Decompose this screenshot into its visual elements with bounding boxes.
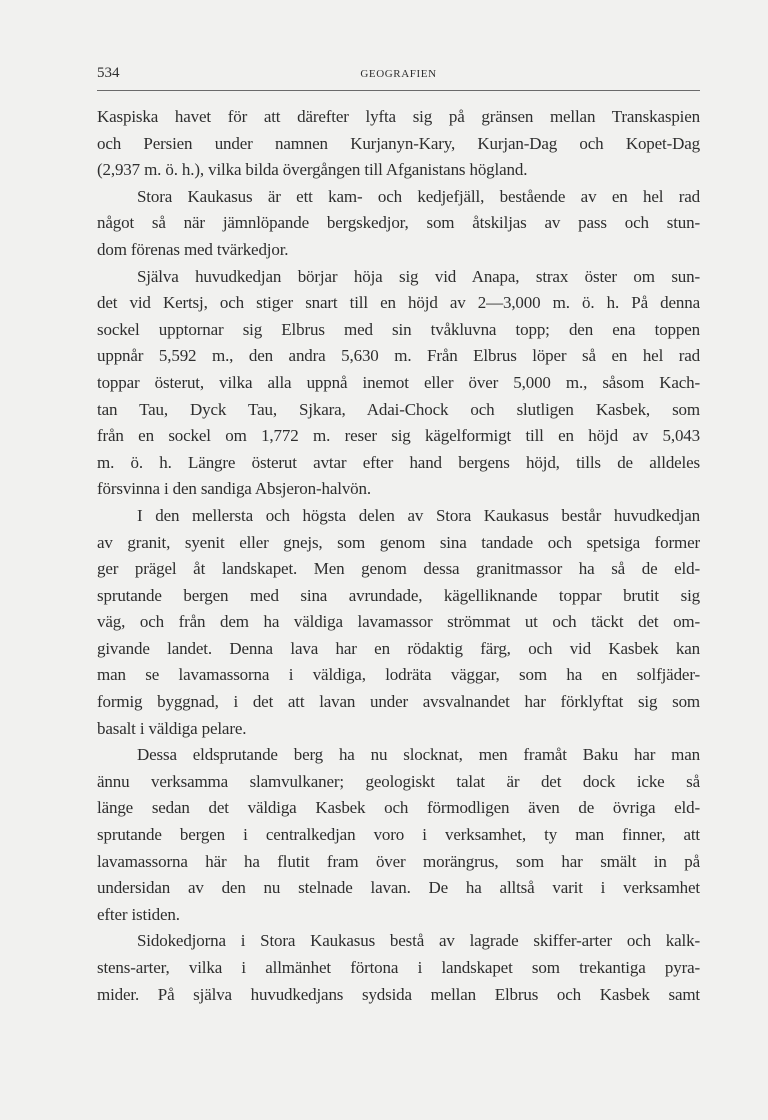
text-line: (2,937 m. ö. h.), vilka bilda övergången till Afganistans högland. [97,160,528,180]
text-line: mider. På själva huvudkedjans sydsida mellan Elbrus och Kasbek samt [97,984,700,1004]
text-line: något så när jämnlöpande bergskedjor, som åtskiljas av pass och stun- [97,213,700,233]
text-line: Själva huvudkedjan börjar höja sig vid Anapa, strax öster om sun- [137,266,700,286]
text-line: ger prägel åt landskapet. Men genom dessa granitmassor ha så de eld- [97,559,700,579]
text-line: tan Tau, Dyck Tau, Sjkara, Adai-Chock och slutligen Kasbek, som [97,399,700,419]
text-line: man se lavamassorna i väldiga, lodräta väggar, som ha en solfjäder- [97,665,700,685]
text-line: m. ö. h. Längre österut avtar efter hand bergens höjd, tills de alldeles [97,452,700,472]
text-line: undersidan av den nu stelnade lavan. De ha alltså varit i verksamhet [97,878,700,898]
text-line: givande landet. Denna lava har en rödaktig färg, och vid Kasbek kan [97,638,700,658]
text-line: sprutande bergen i centralkedjan voro i verksamhet, ty man finner, att [97,825,700,845]
text-line: väg, och från dem ha väldiga lavamassor strömmat ut och täckt det om- [97,612,700,632]
text-line: från en sockel om 1,772 m. reser sig kägelformigt till en höjd av 5,043 [97,426,700,446]
text-line: Sidokedjorna i Stora Kaukasus bestå av lagrade skiffer-arter och kalk- [137,931,700,951]
text-line: uppnår 5,592 m., den andra 5,630 m. Från Elbrus löper så en hel rad [97,346,700,366]
text-line: efter istiden. [97,904,180,924]
text-line: Kaspiska havet för att därefter lyfta sig på gränsen mellan Transkaspien [97,107,700,126]
text-line: sockel upptornar sig Elbrus med sin tvåkluvna topp; den ena toppen [97,319,700,339]
text-line: Stora Kaukasus är ett kam- och kedjefjäll, bestående av en hel rad [137,186,700,206]
text-line: lavamassorna här ha flutit fram över morängrus, som har smält in på [97,851,700,871]
text-line: dom förenas med tvärkedjor. [97,239,289,259]
page-number: 534 [97,65,120,81]
text-line: I den mellersta och högsta delen av Stora Kaukasus består huvudkedjan [137,505,700,525]
running-title: GEOGRAFIEN [360,68,437,80]
text-line: ännu verksamma slamvulkaner; geologiskt talat är det dock icke så [97,771,700,791]
text-line: toppar österut, vilka alla uppnå inemot eller över 5,000 m., såsom Kach- [97,372,700,392]
text-line: basalt i väldiga pelare. [97,718,247,738]
text-line: länge sedan det väldiga Kasbek och förmodligen även de övriga eld- [97,798,700,818]
text-line: och Persien under namnen Kurjanyn-Kary, Kurjan-Dag och Kopet-Dag [97,133,700,153]
page-header [97,64,700,91]
text-line: sprutande bergen med sina avrundade, kägelliknande toppar brutit sig [97,585,700,605]
text-line: av granit, syenit eller gnejs, som genom sina tandade och spetsiga former [97,532,700,552]
body-text [97,104,700,1008]
text-line: det vid Kertsj, och stiger snart till en höjd av 2—3,000 m. ö. h. På denna [97,293,700,313]
text-line: formig byggnad, i det att lavan under avsvalnandet har förklyftat sig som [97,692,700,712]
text-line: Dessa eldsprutande berg ha nu slocknat, men framåt Baku har man [137,745,700,765]
text-line: stens-arter, vilka i allmänhet förtona i landskapet som trekantiga pyra- [97,958,700,977]
text-line: försvinna i den sandiga Absjeron-halvön. [97,479,371,499]
